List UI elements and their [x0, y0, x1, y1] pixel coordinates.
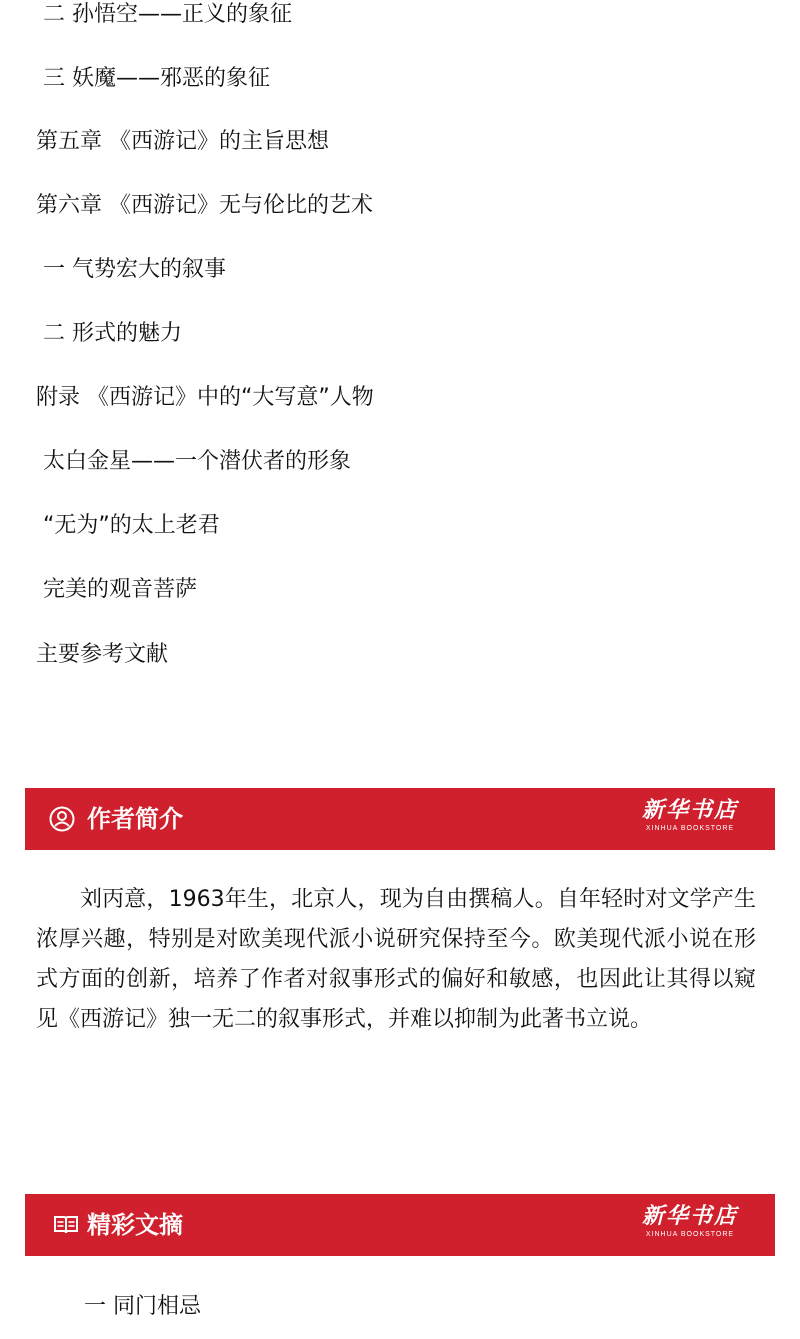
toc-line: 二 孙悟空——正义的象征	[36, 2, 292, 27]
xinhua-bookstore-logo: 新华书店 XINHUA BOOKSTORE	[641, 797, 738, 832]
excerpt-section-banner	[25, 1194, 775, 1256]
open-book-icon	[53, 1214, 79, 1236]
toc-line: 附录 《西游记》中的“大写意”人物	[36, 385, 374, 410]
toc-line: “无为”的太上老君	[36, 513, 220, 538]
toc-line: 一 气势宏大的叙事	[36, 257, 226, 282]
author-section-banner	[25, 788, 775, 850]
toc-line: 第五章 《西游记》的主旨思想	[36, 129, 329, 154]
section-title: 作者简介	[87, 805, 183, 833]
toc-line: 第六章 《西游记》无与伦比的艺术	[36, 193, 373, 218]
toc-line: 三 妖魔——邪恶的象征	[36, 66, 270, 91]
toc-line: 主要参考文献	[36, 642, 169, 667]
toc-line: 二 形式的魅力	[36, 321, 182, 346]
author-bio: 刘丙意，1963年生，北京人，现为自由撰稿人。自年轻时对文学产生浓厚兴趣，特别是对欧美现代派小说研究保持至今。欧美现代派小说在形式方面的创新，培养了作者对叙事形式的偏好和敏感，也因此让其得以窥见《西游记》独一无二的叙事形式，并难以抑制为此著书立说。	[36, 887, 756, 1032]
xinhua-bookstore-logo: 新华书店 XINHUA BOOKSTORE	[641, 1203, 738, 1238]
toc-line: 完美的观音菩萨	[36, 577, 197, 602]
toc-line: 太白金星——一个潜伏者的形象	[36, 449, 351, 474]
user-circle-icon	[49, 806, 75, 832]
excerpt-chapter-heading: 一 同门相忌	[84, 1294, 201, 1319]
section-title: 精彩文摘	[87, 1211, 183, 1239]
